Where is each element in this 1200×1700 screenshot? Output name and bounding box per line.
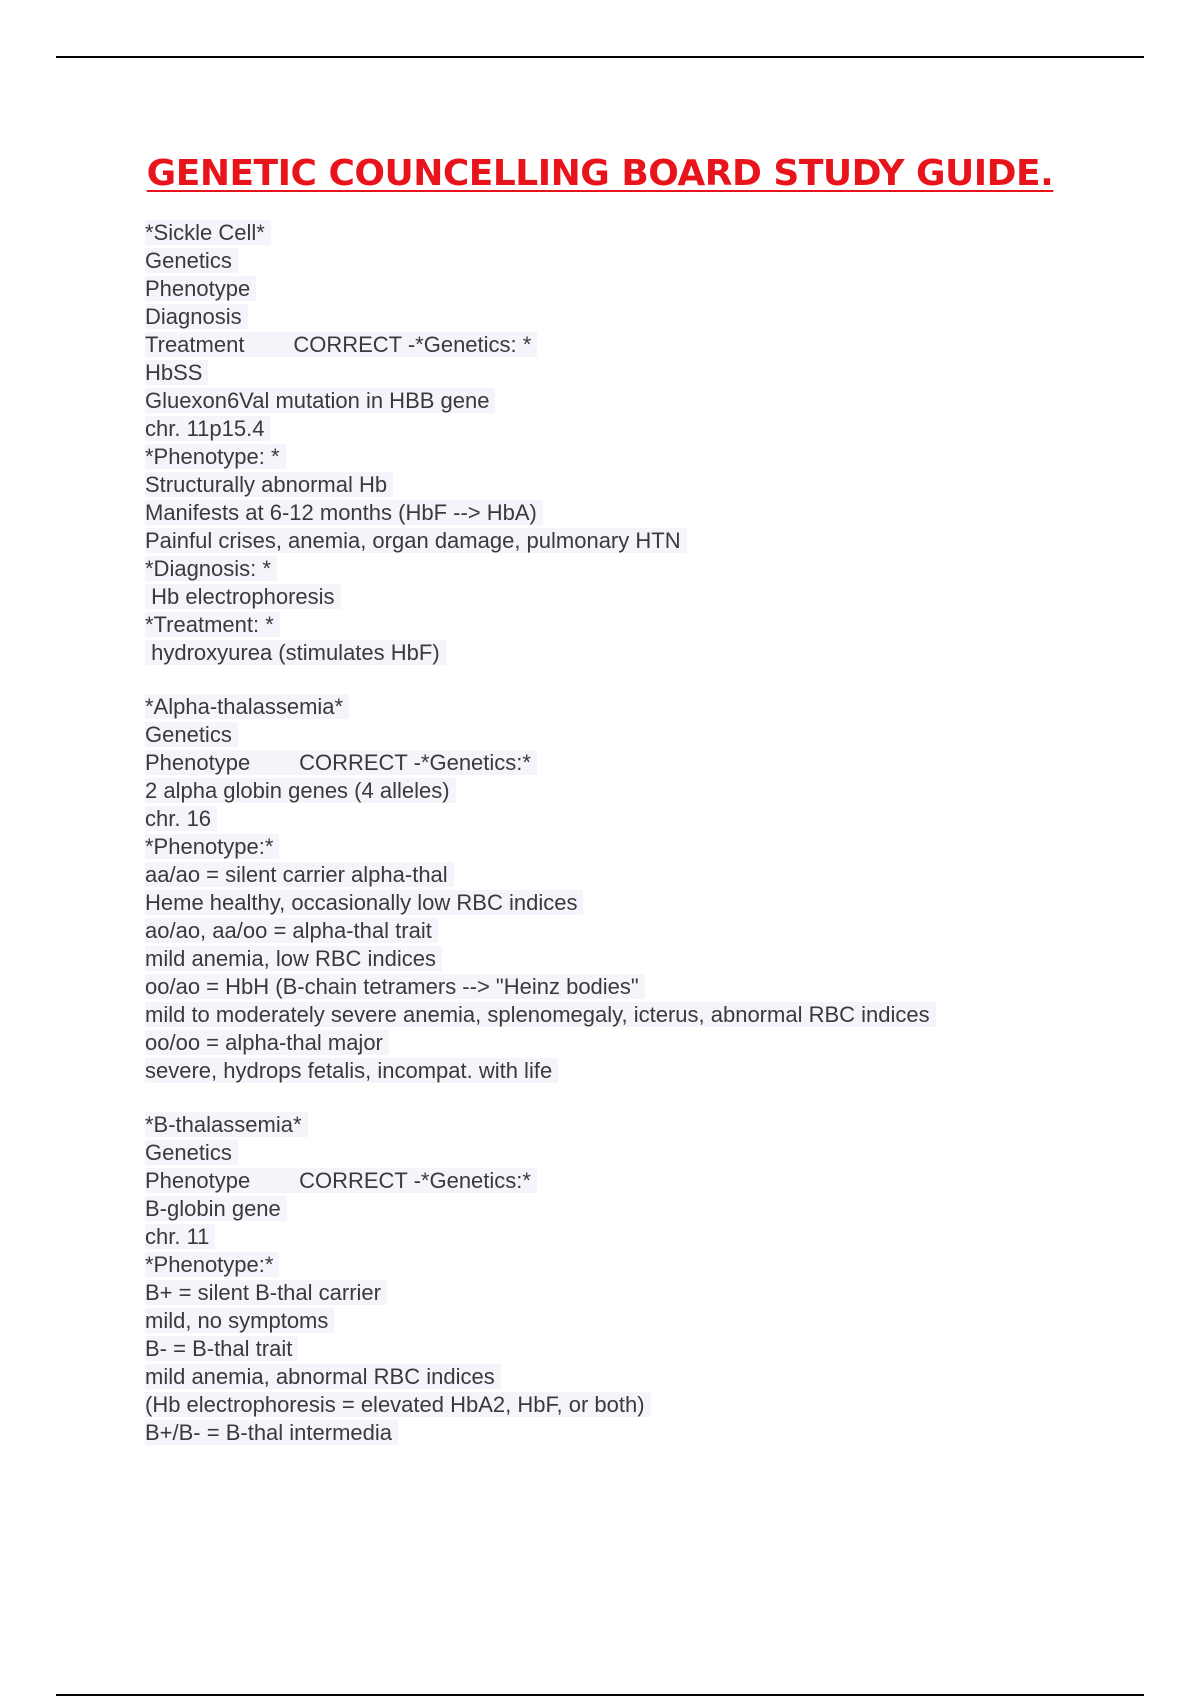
text-line: mild anemia, low RBC indices: [145, 945, 1145, 973]
text-line: ao/ao, aa/oo = alpha-thal trait: [145, 917, 1145, 945]
text-line: chr. 16: [145, 805, 1145, 833]
text-line: Painful crises, anemia, organ damage, pulmonary HTN: [145, 527, 1145, 555]
text-line: B+/B- = B-thal intermedia: [145, 1419, 1145, 1447]
text-line: *Treatment: *: [145, 611, 1145, 639]
text-line: mild, no symptoms: [145, 1307, 1145, 1335]
text-line: oo/oo = alpha-thal major: [145, 1029, 1145, 1057]
text-line: Hb electrophoresis: [145, 583, 1145, 611]
text-line: severe, hydrops fetalis, incompat. with life: [145, 1057, 1145, 1085]
section-sickle-cell: [145, 219, 1145, 667]
text-line: Genetics: [145, 721, 1145, 749]
text-line: B+ = silent B-thal carrier: [145, 1279, 1145, 1307]
document-body: [145, 219, 1145, 1473]
text-line: Diagnosis: [145, 303, 1145, 331]
text-line: Manifests at 6-12 months (HbF --> HbA): [145, 499, 1145, 527]
text-line: chr. 11p15.4: [145, 415, 1145, 443]
text-line: Heme healthy, occasionally low RBC indices: [145, 889, 1145, 917]
section-b-thalassemia: [145, 1111, 1145, 1447]
text-line: (Hb electrophoresis = elevated HbA2, HbF, or both): [145, 1391, 1145, 1419]
text-line: *B-thalassemia*: [145, 1111, 1145, 1139]
text-line: hydroxyurea (stimulates HbF): [145, 639, 1145, 667]
text-line: mild anemia, abnormal RBC indices: [145, 1363, 1145, 1391]
text-line: *Phenotype:*: [145, 833, 1145, 861]
text-line: Gluexon6Val mutation in HBB gene: [145, 387, 1145, 415]
text-line: B- = B-thal trait: [145, 1335, 1145, 1363]
section-alpha-thalassemia: [145, 693, 1145, 1085]
text-line: *Sickle Cell*: [145, 219, 1145, 247]
text-line: Phenotype CORRECT -*Genetics:*: [145, 1167, 1145, 1195]
text-line: Genetics: [145, 247, 1145, 275]
text-line: *Phenotype: *: [145, 443, 1145, 471]
text-line: aa/ao = silent carrier alpha-thal: [145, 861, 1145, 889]
text-line: *Phenotype:*: [145, 1251, 1145, 1279]
text-line: mild to moderately severe anemia, splenomegaly, icterus, abnormal RBC indices: [145, 1001, 1145, 1029]
text-line: HbSS: [145, 359, 1145, 387]
text-line: Phenotype CORRECT -*Genetics:*: [145, 749, 1145, 777]
text-line: 2 alpha globin genes (4 alleles): [145, 777, 1145, 805]
document-title: GENETIC COUNCELLING BOARD STUDY GUIDE.: [146, 153, 1054, 194]
text-line: Genetics: [145, 1139, 1145, 1167]
text-line: B-globin gene: [145, 1195, 1145, 1223]
text-line: Structurally abnormal Hb: [145, 471, 1145, 499]
text-line: Phenotype: [145, 275, 1145, 303]
text-line: oo/ao = HbH (B-chain tetramers --> "Heinz bodies": [145, 973, 1145, 1001]
text-line: Treatment CORRECT -*Genetics: *: [145, 331, 1145, 359]
text-line: *Alpha-thalassemia*: [145, 693, 1145, 721]
footer-rule: [56, 1694, 1144, 1696]
header-rule: [56, 56, 1144, 58]
text-line: *Diagnosis: *: [145, 555, 1145, 583]
text-line: chr. 11: [145, 1223, 1145, 1251]
